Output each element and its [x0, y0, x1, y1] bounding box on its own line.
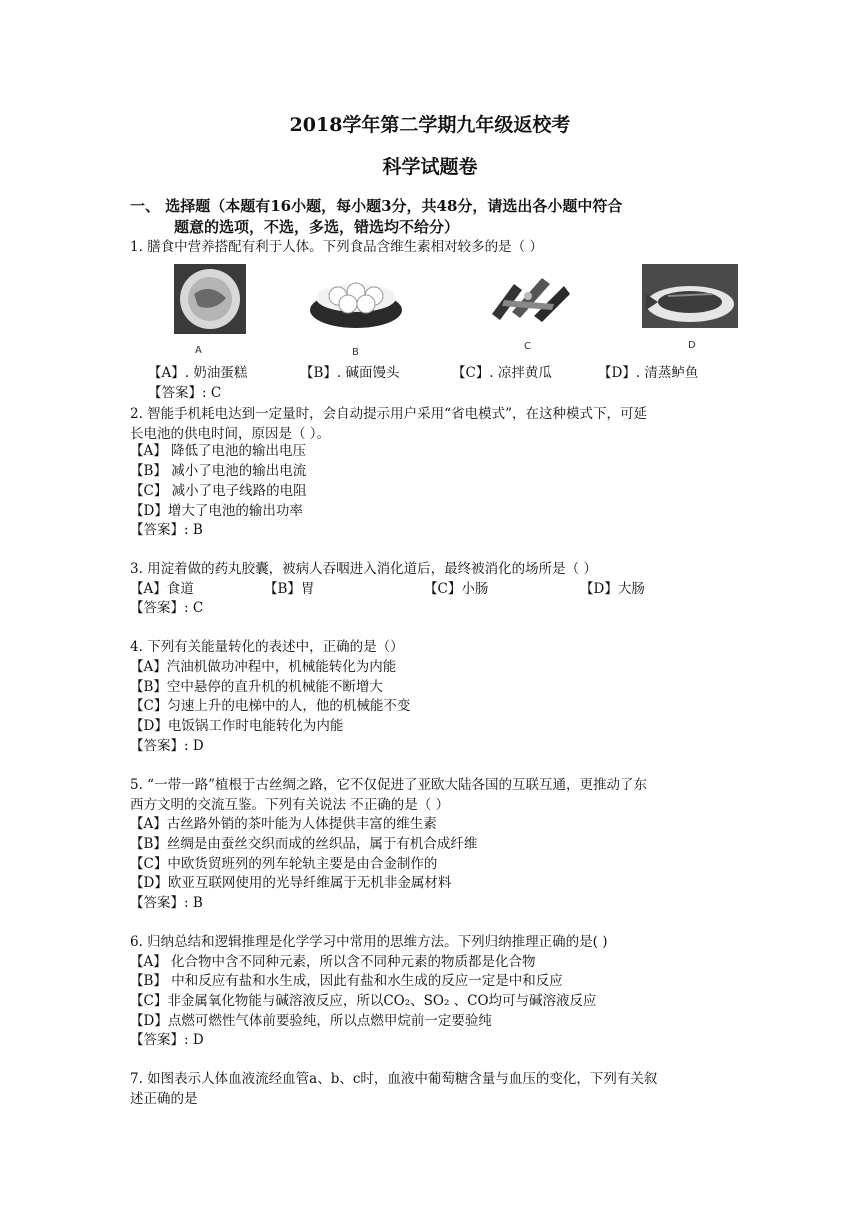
- q5-stem-line2: 西方文明的交流互鉴。下列有关说法 不正确的是（ ）: [130, 797, 450, 813]
- steamed-fish-image: [642, 264, 738, 328]
- figure-label-a: A: [195, 345, 202, 356]
- q3-answer: 【答案】: C: [130, 600, 204, 616]
- q3-option-c: 【C】小肠: [424, 581, 489, 597]
- cucumber-salad-image: [484, 264, 576, 330]
- q1-option-b: 【B】. 碱面馒头: [300, 365, 400, 381]
- figure-label-c: C: [524, 341, 531, 352]
- section-heading-line2: 题意的选项，不选，多选，错选均不给分）: [174, 218, 460, 236]
- q4-stem: 4. 下列有关能量转化的表述中，正确的是（）: [130, 639, 404, 655]
- q1-answer: 【答案】: C: [148, 385, 222, 401]
- q4-option-a: 【A】汽油机做功冲程中，机械能转化为内能: [130, 659, 397, 675]
- q6-option-d: 【D】点燃可燃性气体前要验纯，所以点燃甲烷前一定要验纯: [130, 1013, 492, 1029]
- q4-answer: 【答案】: D: [130, 738, 204, 754]
- q6-option-a: 【A】 化合物中含不同种元素，所以含不同种元素的物质都是化合物: [130, 954, 536, 970]
- q4-option-c: 【C】匀速上升的电梯中的人，他的机械能不变: [130, 698, 411, 714]
- cake-image: [174, 264, 246, 334]
- figure-label-d: D: [688, 340, 696, 351]
- q3-stem: 3. 用淀着做的药丸胶囊，被病人吞咽进入消化道后，最终被消化的场所是（ ）: [130, 561, 597, 577]
- steamed-buns-image: [308, 268, 404, 330]
- figure-label-b: B: [352, 347, 359, 358]
- q5-stem-line1: 5. “一带一路”植根于古丝绸之路，它不仅促进了亚欧大陆各国的互联互通，更推动了东: [130, 777, 647, 793]
- q2-answer: 【答案】: B: [130, 522, 203, 538]
- q4-option-b: 【B】空中悬停的直升机的机械能不断增大: [130, 679, 383, 695]
- q6-option-b: 【B】 中和反应有盐和水生成，因此有盐和水生成的反应一定是中和反应: [130, 973, 563, 989]
- q2-option-d: 【D】增大了电池的输出功率: [130, 503, 303, 519]
- q2-option-b: 【B】 减小了电池的输出电流: [130, 463, 307, 479]
- q1-option-a: 【A】. 奶油蛋糕: [148, 365, 248, 381]
- q5-option-b: 【B】丝绸是由蚕丝交织而成的丝织品，属于有机合成纤维: [130, 836, 478, 852]
- q6-option-c: 【C】非金属氧化物能与碱溶液反应，所以CO₂、SO₂ 、CO均可与碱溶液反应: [130, 993, 597, 1009]
- page-subtitle: 科学试题卷: [382, 156, 478, 178]
- q5-answer: 【答案】: B: [130, 895, 203, 911]
- q1-option-d: 【D】. 清蒸鲈鱼: [598, 365, 699, 381]
- q3-option-d: 【D】大肠: [580, 581, 645, 597]
- q7-stem-line2: 述正确的是: [130, 1091, 198, 1107]
- q2-option-c: 【C】 减小了电子线路的电阻: [130, 483, 307, 499]
- q6-stem: 6. 归纳总结和逻辑推理是化学学习中常用的思维方法。下列归纳推理正确的是( ): [130, 934, 608, 950]
- q1-option-c: 【C】. 凉拌黄瓜: [452, 365, 552, 381]
- q3-option-a: 【A】食道: [130, 581, 194, 597]
- q2-stem-line2: 长电池的供电时间，原因是（ ）。: [130, 426, 331, 442]
- q5-option-a: 【A】古丝路外销的茶叶能为人体提供丰富的维生素: [130, 816, 437, 832]
- q2-option-a: 【A】 降低了电池的输出电压: [130, 443, 307, 459]
- section-heading-line1: 一、 选择题（本题有16小题，每小题3分，共48分，请选出各小题中符合: [130, 197, 623, 215]
- page-title: 2018学年第二学期九年级返校考: [289, 114, 571, 136]
- q1-stem: 1. 膳食中营养搭配有利于人体。下列食品含维生素相对较多的是（ ）: [130, 239, 543, 255]
- q6-answer: 【答案】: D: [130, 1032, 204, 1048]
- q3-option-b: 【B】胃: [264, 581, 315, 597]
- q5-option-d: 【D】欧亚互联网使用的光导纤维属于无机非金属材料: [130, 875, 452, 891]
- q5-option-c: 【C】中欧货贸班列的列车轮轨主要是由合金制作的: [130, 856, 438, 872]
- q7-stem-line1: 7. 如图表示人体血液流经血管a、b、c时，血液中葡萄糖含量与血压的变化，下列有关叙: [130, 1071, 658, 1087]
- q4-option-d: 【D】电饭锅工作时电能转化为内能: [130, 718, 344, 734]
- q2-stem-line1: 2. 智能手机耗电达到一定量时，会自动提示用户采用“省电模式”，在这种模式下，可延: [130, 406, 647, 422]
